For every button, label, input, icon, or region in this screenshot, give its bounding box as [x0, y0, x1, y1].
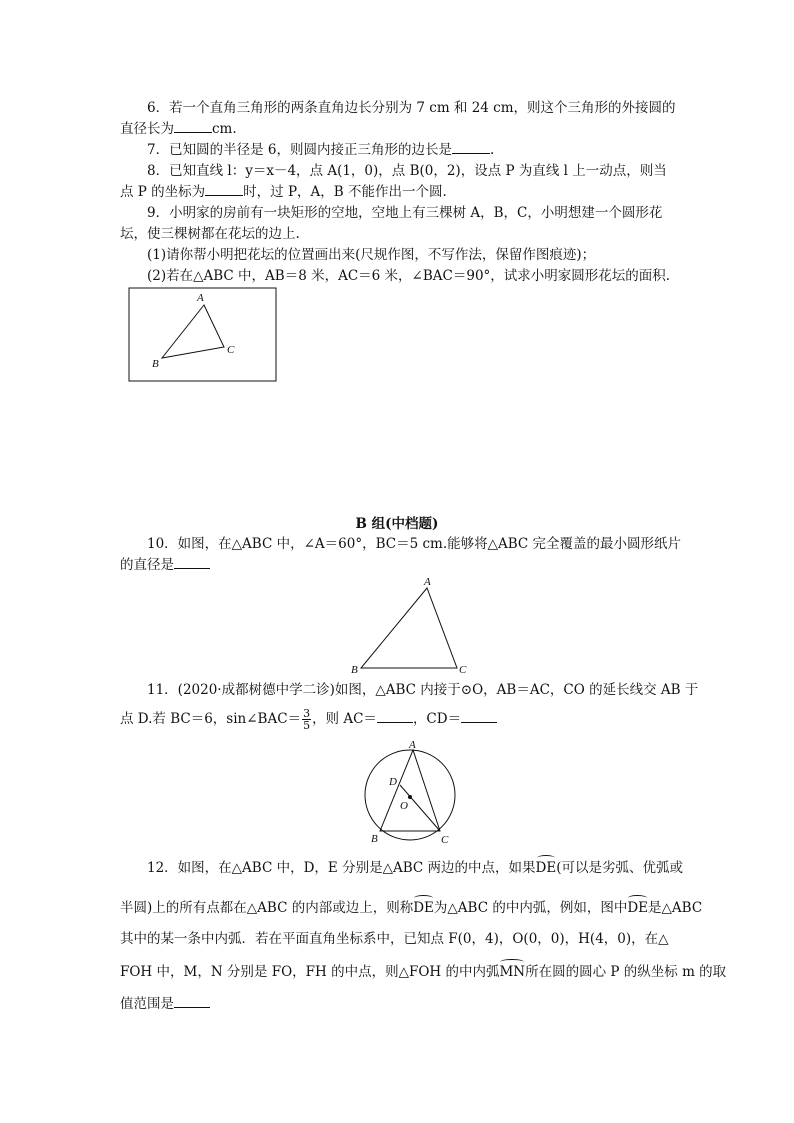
- triangle-abc: [162, 305, 224, 358]
- label-o: O: [400, 800, 408, 812]
- q12-line-5: 值范围是: [120, 994, 210, 1014]
- q9-line-2: 坛，使三棵树都在花坛的边上.: [120, 226, 300, 242]
- q10-line-1: 10．如图，在△ABC 中，∠A＝60°，BC＝5 cm.能够将△ABC 完全覆盖的最小圆形纸片: [147, 536, 682, 552]
- q12-line-3: 其中的某一条中内弧．若在平面直角坐标系中，已知点 F(0，4)，O(0，0)，H(4，0)，在△: [120, 931, 669, 947]
- q12-line-4: FOH 中，M，N 分别是 FO，FH 的中点，则△FOH 的中内弧MN所在圆的圆心 P 的纵坐标 m 的取: [120, 964, 727, 980]
- q8-line-1: 8．已知直线 l：y＝x－4，点 A(1，0)，点 B(0，2)，设点 P 为直线 l 上一动点，则当: [147, 163, 667, 179]
- label-a: A: [197, 292, 204, 304]
- q6-line-1: 6．若一个直角三角形的两条直角边长分别为 7 cm 和 24 cm，则这个三角形的外接圆的: [147, 100, 676, 116]
- triangle-abc: [361, 588, 457, 668]
- q8-line-2: 点 P 的坐标为 时，过 P，A，B 不能作出一个圆.: [120, 184, 447, 200]
- arc-de: DE: [535, 860, 557, 876]
- q11-figure: [355, 735, 465, 850]
- q9-figure: [128, 287, 278, 383]
- q6-line-2: 直径长为 cm.: [120, 121, 237, 137]
- q9-part-2: (2)若在△ABC 中，AB＝8 米，AC＝6 米，∠BAC＝90°，试求小明家圆形花坛的面积.: [147, 268, 671, 284]
- center-point: [408, 795, 412, 799]
- arc-de: DE: [627, 900, 649, 916]
- q9-part-1: (1)请你帮小明把花坛的位置画出来(尺规作图，不写作法，保留作图痕迹)；: [147, 247, 596, 263]
- label-b: B: [371, 833, 378, 845]
- label-c: C: [227, 344, 235, 356]
- q12-line-1: 12．如图，在△ABC 中，D，E 分别是△ABC 两边的中点，如果DE(可以是劣弧、优弧或: [147, 860, 683, 876]
- q7-answer-blank[interactable]: [452, 140, 490, 154]
- arc-mn: MN: [499, 964, 526, 980]
- label-d: D: [389, 776, 397, 788]
- label-b: B: [351, 664, 358, 676]
- q11-line-2: 点 D.若 BC＝6，sin∠BAC＝ $\frac{3}{5}$ ，则 AC＝ ，CD＝: [120, 708, 497, 731]
- q6-answer-blank[interactable]: [174, 119, 212, 133]
- q10-figure: [345, 572, 475, 677]
- label-c: C: [441, 834, 449, 846]
- q11-cd-blank[interactable]: [461, 709, 497, 723]
- label-a: A: [424, 576, 431, 588]
- arc-de: DE: [413, 900, 434, 916]
- q12-line-2: 半圆)上的所有点都在△ABC 的内部或边上，则称DE为△ABC 的中内弧，例如，图中DE是△ABC: [120, 900, 703, 916]
- q7-line: 7．已知圆的半径是 6，则圆内接正三角形的边长是 .: [147, 142, 495, 158]
- label-a: A: [409, 739, 416, 751]
- q10-answer-blank[interactable]: [174, 555, 210, 569]
- label-b: B: [152, 358, 159, 370]
- triangle-abc: [380, 750, 440, 831]
- label-c: C: [459, 664, 467, 676]
- q12-answer-blank[interactable]: [174, 994, 210, 1008]
- q11-ac-blank[interactable]: [377, 709, 413, 723]
- q10-line-2: 的直径是: [120, 555, 210, 575]
- q8-answer-blank[interactable]: [205, 182, 243, 196]
- q11-line-1: 11．(2020·成都树德中学二诊)如图，△ABC 内接于⊙O，AB＝AC，CO 的延长线交 AB 于: [147, 682, 699, 698]
- fraction-three-fifths: $\frac{3}{5}$: [303, 707, 311, 732]
- section-b-heading: B 组(中档题): [355, 516, 439, 532]
- q9-line-1: 9．小明家的房前有一块矩形的空地，空地上有三棵树 A，B，C，小明想建一个圆形花: [147, 205, 663, 221]
